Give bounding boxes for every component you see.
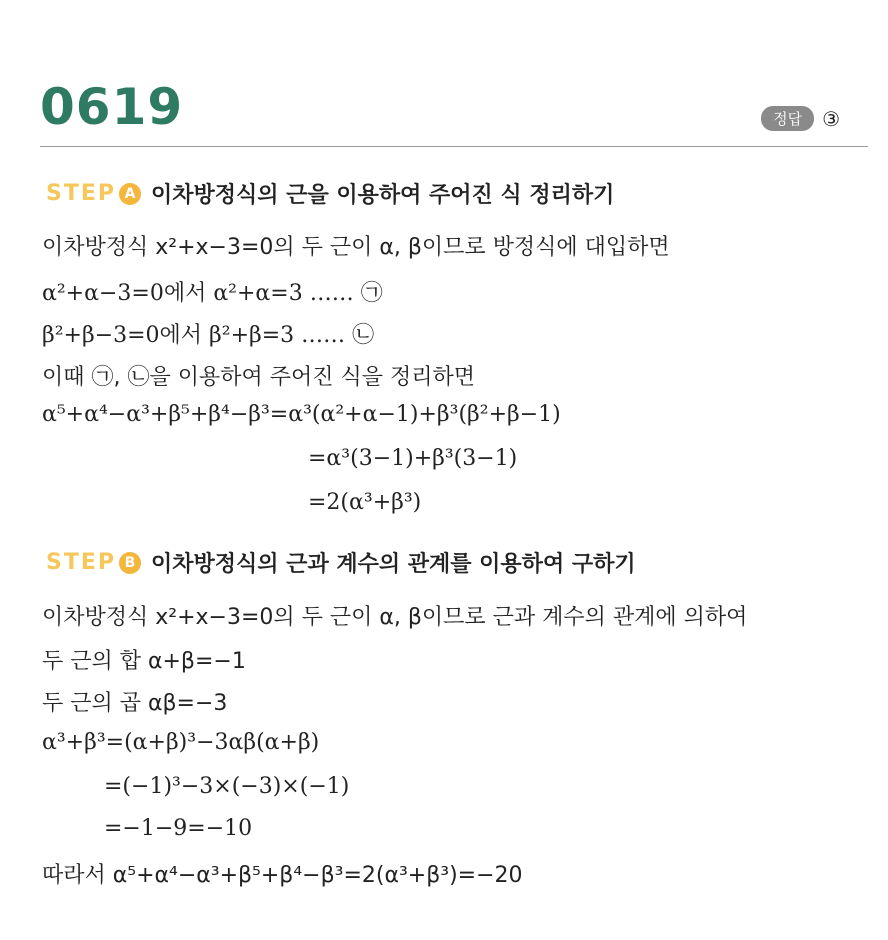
step-a-title: 이차방정식의 근을 이용하여 주어진 식 정리하기 xyxy=(151,183,615,208)
step-a-line: =2(α³+β³) xyxy=(308,490,422,515)
step-b-title: 이차방정식의 근과 계수의 관계를 이용하여 구하기 xyxy=(151,552,636,577)
step-a-line: α⁵+α⁴−α³+β⁵+β⁴−β³=α³(α²+α−1)+β³(β²+β−1) xyxy=(42,402,561,427)
divider xyxy=(40,146,868,147)
answer-badge: 정답 xyxy=(761,106,814,131)
answer-value: ③ xyxy=(822,106,840,131)
step-a-line: =α³(3−1)+β³(3−1) xyxy=(308,446,518,471)
step-a-label-text: STEP xyxy=(46,181,117,206)
answer xyxy=(761,106,840,131)
step-b-line: 이차방정식 x²+x−3=0의 두 근이 α, β이므로 근과 계수의 관계에 의하여 xyxy=(42,605,748,630)
step-b-line: =(−1)³−3×(−3)×(−1) xyxy=(104,774,350,799)
step-b-badge: B xyxy=(119,552,141,574)
step-b-line: 두 근의 곱 αβ=−3 xyxy=(42,691,228,716)
step-b-line: α³+β³=(α+β)³−3αβ(α+β) xyxy=(42,730,320,755)
step-b-label-text: STEP xyxy=(46,550,117,575)
problem-number: 0619 xyxy=(40,78,184,136)
step-a-line: β²+β−3=0에서 β²+β=3 …… ㉡ xyxy=(42,323,375,348)
step-a-label xyxy=(46,181,141,206)
step-b-line: 따라서 α⁵+α⁴−α³+β⁵+β⁴−β³=2(α³+β³)=−20 xyxy=(42,863,523,888)
step-b-line: 두 근의 합 α+β=−1 xyxy=(42,649,246,674)
step-a-line: α²+α−3=0에서 α²+α=3 …… ㉠ xyxy=(42,281,383,306)
step-b-label xyxy=(46,550,141,575)
step-b-line: =−1−9=−10 xyxy=(104,816,253,841)
step-a-heading xyxy=(46,178,614,209)
step-a-line: 이때 ㉠, ㉡을 이용하여 주어진 식을 정리하면 xyxy=(42,365,475,390)
step-b-heading xyxy=(46,547,636,578)
step-a-badge: A xyxy=(119,183,141,205)
step-a-line: 이차방정식 x²+x−3=0의 두 근이 α, β이므로 방정식에 대입하면 xyxy=(42,235,670,260)
